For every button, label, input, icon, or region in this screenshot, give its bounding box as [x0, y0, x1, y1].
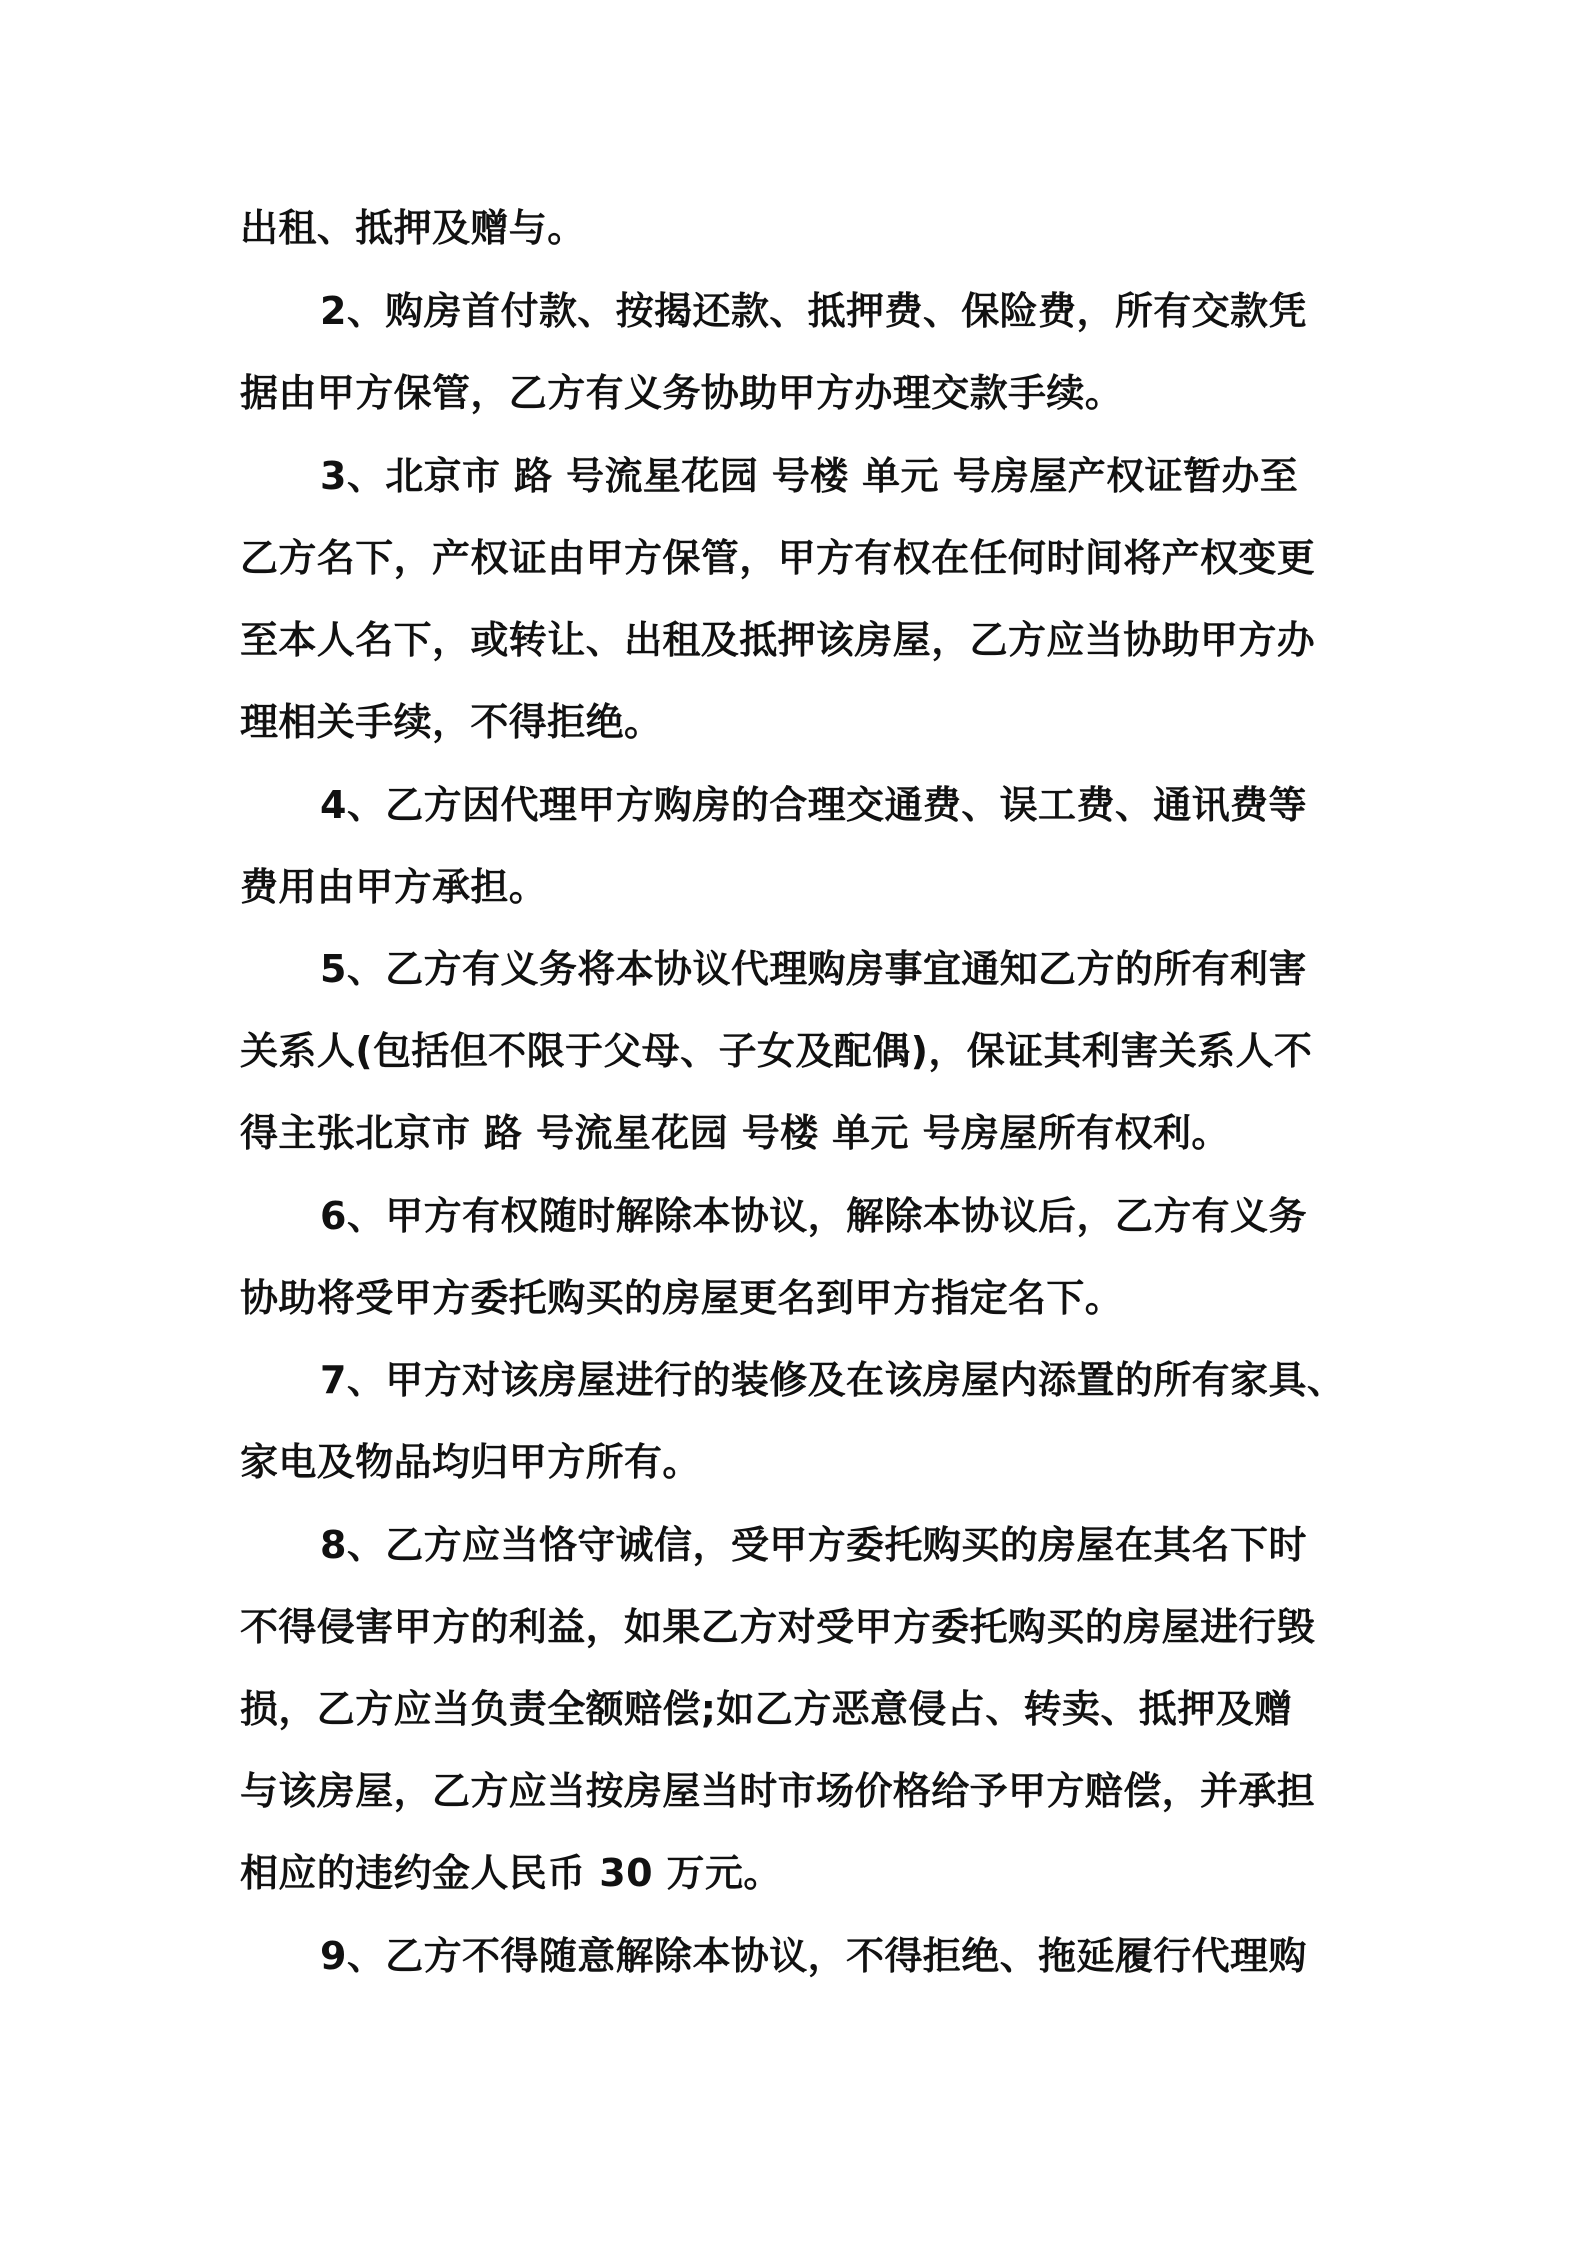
clause-3-line-1: 3、北京市 路 号流星花园 号楼 单元 号房屋产权证暂办至: [320, 454, 1299, 498]
clause-7-line-2: 家电及物品均归甲方所有。: [240, 1440, 701, 1484]
clause-8-line-4: 与该房屋，乙方应当按房屋当时市场价格给予甲方赔偿，并承担: [240, 1769, 1316, 1813]
text-line: 出租、抵押及赠与。: [240, 206, 586, 250]
clause-6-line-1: 6、甲方有权随时解除本协议，解除本协议后，乙方有义务: [320, 1194, 1307, 1238]
clause-9-line-1: 9、乙方不得随意解除本协议，不得拒绝、拖延履行代理购: [320, 1934, 1307, 1978]
clause-3-line-3: 至本人名下，或转让、出租及抵押该房屋，乙方应当协助甲方办: [240, 618, 1316, 662]
clause-6-line-2: 协助将受甲方委托购买的房屋更名到甲方指定名下。: [240, 1276, 1124, 1320]
clause-3-line-2: 乙方名下，产权证由甲方保管，甲方有权在任何时间将产权变更: [240, 536, 1316, 580]
clause-3-line-4: 理相关手续，不得拒绝。: [240, 700, 663, 744]
clause-4-line-1: 4、乙方因代理甲方购房的合理交通费、误工费、通讯费等: [320, 783, 1307, 827]
clause-7-line-1: 7、甲方对该房屋进行的装修及在该房屋内添置的所有家具、: [320, 1358, 1346, 1402]
clause-8-line-2: 不得侵害甲方的利益，如果乙方对受甲方委托购买的房屋进行毁: [240, 1605, 1316, 1649]
clause-8-line-3: 损，乙方应当负责全额赔偿;如乙方恶意侵占、转卖、抵押及赠: [240, 1687, 1293, 1731]
clause-5-line-2: 关系人(包括但不限于父母、子女及配偶)，保证其利害关系人不: [240, 1029, 1313, 1073]
clause-2-line-2: 据由甲方保管，乙方有义务协助甲方办理交款手续。: [240, 371, 1124, 415]
clause-8-line-5: 相应的违约金人民币 30 万元。: [240, 1851, 782, 1895]
clause-5-line-1: 5、乙方有义务将本协议代理购房事宜通知乙方的所有利害: [320, 947, 1307, 991]
clause-4-line-2: 费用由甲方承担。: [240, 865, 548, 909]
clause-5-line-3: 得主张北京市 路 号流星花园 号楼 单元 号房屋所有权利。: [240, 1111, 1230, 1155]
clause-2-line-1: 2、购房首付款、按揭还款、抵押费、保险费，所有交款凭: [320, 289, 1307, 333]
clause-8-line-1: 8、乙方应当恪守诚信，受甲方委托购买的房屋在其名下时: [320, 1523, 1307, 1567]
